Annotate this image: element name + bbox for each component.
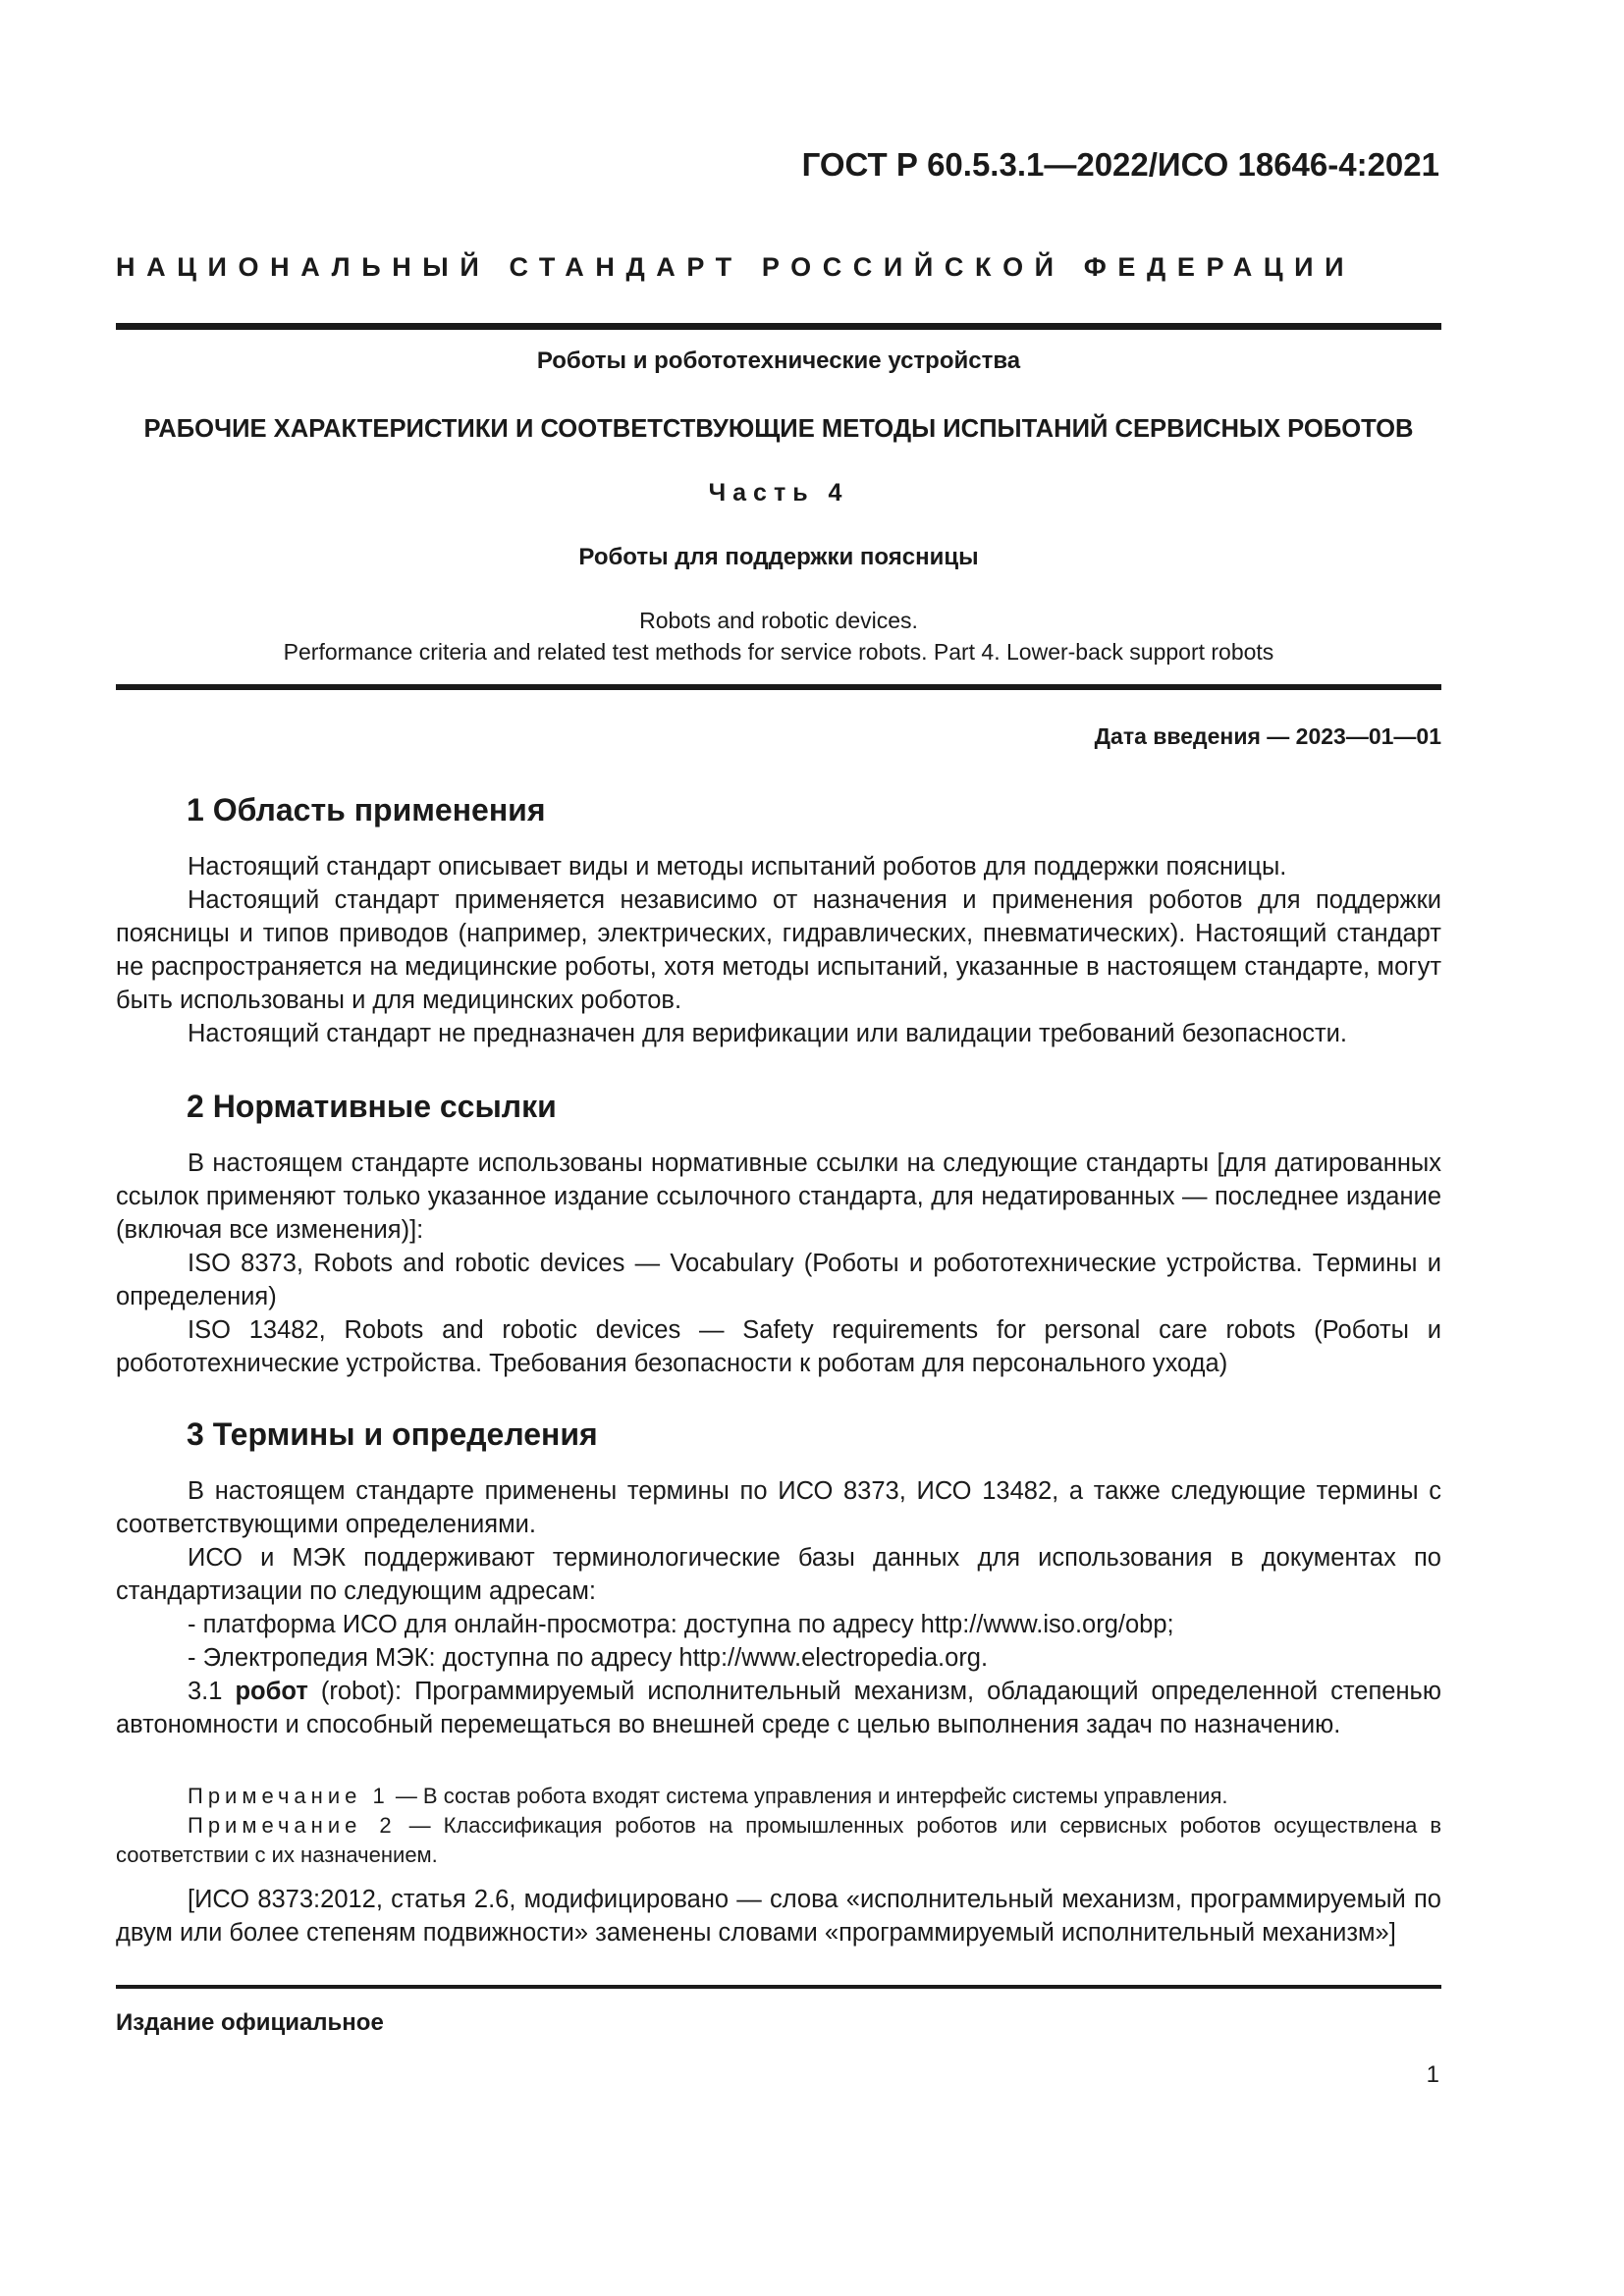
note-1-text: — В состав робота входят система управления и интерфейс системы управления.	[395, 1784, 1228, 1808]
note-2-text: — Классификация роботов на промышленных роботов или сервисных роботов осуществлена в соответствии с их назначением.	[116, 1813, 1442, 1867]
national-standard-title: НАЦИОНАЛЬНЫЙ СТАНДАРТ РОССИЙСКОЙ ФЕДЕРАЦИИ	[116, 252, 1356, 282]
term-number: 3.1	[188, 1678, 223, 1705]
standard-code: ГОСТ Р 60.5.3.1—2022/ИСО 18646-4:2021	[801, 146, 1439, 183]
section-2-reference-1: ISO 8373, Robots and robotic devices — Vocabulary (Роботы и робототехнические устройства. Термины и определения)	[116, 1250, 1441, 1310]
section-1-paragraph-1: Настоящий стандарт описывает виды и методы испытаний роботов для поддержки поясницы.	[188, 853, 1287, 881]
note-2-label: Примечание 2	[188, 1813, 397, 1838]
section-2-paragraph-1: В настоящем стандарте использованы нормативные ссылки на следующие стандарты [для датированных ссылок применяют только указанное издание ссылочного стандарта, для недатированных — последнее издание (включая все изменения)]:	[116, 1149, 1441, 1244]
section-3-heading: 3 Термины и определения	[187, 1416, 598, 1452]
official-edition-label: Издание официальное	[116, 2009, 384, 2036]
section-1-heading: 1 Область применения	[187, 792, 546, 828]
introduction-date: Дата введения — 2023—01—01	[1094, 723, 1441, 749]
section-1-paragraph-3: Настоящий стандарт не предназначен для верификации или валидации требований безопасности.	[188, 1020, 1347, 1047]
english-title-line-2: Performance criteria and related test methods for service robots. Part 4. Lower-back support robots	[283, 639, 1274, 665]
subject-title: Роботы для поддержки поясницы	[578, 544, 979, 570]
term-name: робот	[235, 1678, 308, 1705]
footer-rule	[116, 1985, 1441, 1989]
note-1	[116, 1782, 1441, 1811]
main-title: РАБОЧИЕ ХАРАКТЕРИСТИКИ И СООТВЕТСТВУЮЩИЕ МЕТОДЫ ИСПЫТАНИЙ СЕРВИСНЫХ РОБОТОВ	[143, 415, 1414, 443]
term-definition-text: (robot): Программируемый исполнительный механизм, обладающий определенной степенью автономности и способный перемещаться во внешней среде с целью выполнения задач по назначению.	[116, 1678, 1441, 1738]
section-2-reference-2: ISO 13482, Robots and robotic devices — Safety requirements for personal care robots (Роботы и робототехнические устройства. Требования безопасности к роботам для персонального ухода)	[116, 1316, 1441, 1377]
top-rule	[116, 323, 1441, 330]
part-label: Часть 4	[708, 479, 849, 507]
english-title	[116, 605, 1441, 667]
page-number: 1	[1426, 2061, 1439, 2088]
section-3-list-item-1: - платформа ИСО для онлайн-просмотра: доступна по адресу http://www.iso.org/obp;	[188, 1611, 1174, 1638]
section-1-paragraph-2: Настоящий стандарт применяется независимо от назначения и применения роботов для поддержки поясницы и типов приводов (например, электрических, гидравлических, пневматических). Настоящий стандарт не распространяется на медицинские роботы, хотя методы испытаний, указанные в настоящем стандарте, могут быть использованы и для медицинских роботов.	[116, 886, 1441, 1014]
section-3-paragraph-2: ИСО и МЭК поддерживают терминологические базы данных для использования в документах по стандартизации по следующим адресам:	[116, 1544, 1441, 1605]
title-bottom-rule	[116, 684, 1441, 690]
english-title-line-1: Robots and robotic devices.	[639, 608, 918, 633]
section-3-list-item-2: - Электропедия МЭК: доступна по адресу http://www.electropedia.org.	[188, 1644, 989, 1672]
term-source: [ИСО 8373:2012, статья 2.6, модифицировано — слова «исполнительный механизм, программируемый по двум или более степеням подвижности» заменены словами «программируемый исполнительный механизм»]	[116, 1886, 1441, 1947]
section-3-paragraph-1: В настоящем стандарте применены термины по ИСО 8373, ИСО 13482, а также следующие термины с соответствующими определениями.	[116, 1477, 1441, 1538]
subtitle: Роботы и робототехнические устройства	[536, 347, 1021, 374]
note-2	[116, 1811, 1441, 1870]
section-2-heading: 2 Нормативные ссылки	[187, 1089, 557, 1124]
note-1-label: Примечание 1	[188, 1784, 390, 1808]
term-definition-robot	[116, 1675, 1441, 1741]
